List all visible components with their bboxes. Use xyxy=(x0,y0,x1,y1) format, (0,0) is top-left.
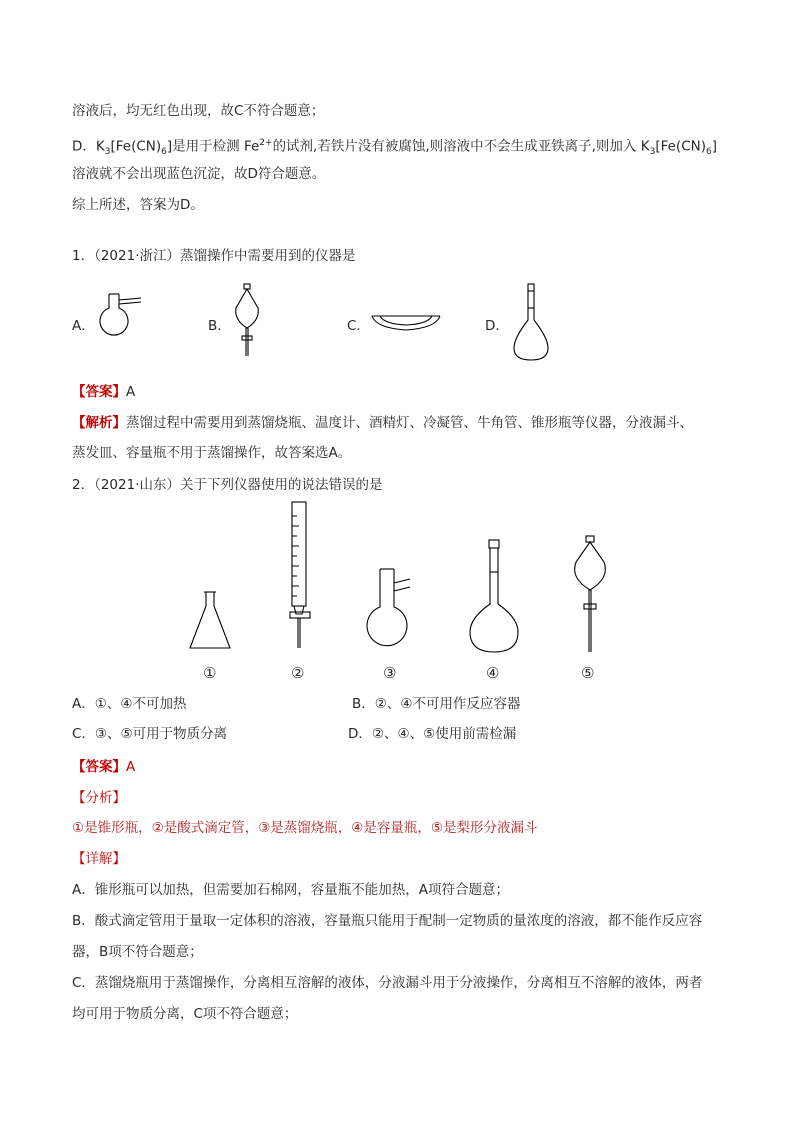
option-c: C．③、⑤可用于物质分离 xyxy=(72,726,228,742)
option-c-label: C． xyxy=(347,318,370,334)
detail-line: C．蒸馏烧瓶用于蒸馏操作，分离相互溶解的液体，分液漏斗用于分液操作，分离相互不溶解的液体，两者 xyxy=(72,975,703,991)
volumetric-flask-icon xyxy=(510,282,554,364)
detail-line: 均可用于物质分离，C项不符合题意； xyxy=(72,1006,298,1022)
answer-tag: 【答案】 xyxy=(72,759,126,775)
option-b: B．②、④不可用作反应容器 xyxy=(352,696,521,712)
instrument-number: ③ xyxy=(383,664,397,682)
option-d-label: D． xyxy=(485,318,509,334)
option-b-label: B． xyxy=(208,318,231,334)
answer-value: A xyxy=(126,384,136,400)
separatory-funnel-icon xyxy=(230,282,266,362)
answer-line xyxy=(72,382,135,402)
detail-line: B．酸式滴定管用于量取一定体积的溶液，容量瓶只能用于配制一定物质的量浓度的溶液，都不能作反应容 xyxy=(72,913,703,929)
distillation-flask-icon xyxy=(95,290,145,360)
analysis-line: 【解析】蒸馏过程中需要用到蒸馏烧瓶、温度计、酒精灯、冷凝管、牛角管、锥形瓶等仪器，分液漏斗、 xyxy=(72,415,693,431)
volumetric-flask-icon xyxy=(466,538,522,658)
text-line: 溶液后，均无红色出现，故C不符合题意； xyxy=(72,103,325,119)
separatory-funnel-icon xyxy=(568,534,612,662)
question-stem: 1．（2021·浙江）蒸馏操作中需要用到的仪器是 xyxy=(72,248,356,264)
analysis-text: ①是锥形瓶，②是酸式滴定管，③是蒸馏烧瓶，④是容量瓶，⑤是梨形分液漏斗 xyxy=(72,820,538,836)
evaporating-dish-icon xyxy=(370,310,442,334)
distillation-flask-icon xyxy=(366,565,416,659)
detail-line: A．锥形瓶可以加热，但需要加石棉网，容量瓶不能加热，A项符合题意； xyxy=(72,882,509,898)
text-line: 综上所述，答案为D。 xyxy=(72,197,204,213)
burette-icon xyxy=(280,498,320,658)
text-line: 蒸发皿、容量瓶不用于蒸馏操作，故答案选A。 xyxy=(72,445,352,461)
option-a-label: A． xyxy=(72,318,95,334)
analysis-tag: 【分析】 xyxy=(72,790,126,806)
option-d: D．②、④、⑤使用前需检漏 xyxy=(348,726,517,742)
answer-value: A xyxy=(126,759,136,775)
option-a: A．①、④不可加热 xyxy=(72,696,187,712)
detail-tag: 【详解】 xyxy=(72,851,126,867)
question-stem: 2．（2021·山东）关于下列仪器使用的说法错误的是 xyxy=(72,477,383,493)
text-line: D．$K_3[Fe(CN)_6]$是用于检测 $Fe^{2+}$的试剂,若铁片没有被腐蚀,则溶液中不会生成亚铁离子,则加入 $K_3[Fe(CN)_6]$ xyxy=(72,138,718,158)
instrument-number: ① xyxy=(203,664,217,682)
instrument-number: ④ xyxy=(486,664,500,682)
conical-flask-icon xyxy=(186,588,234,654)
instrument-number: ② xyxy=(291,664,305,682)
detail-line: 器，B项不符合题意； xyxy=(72,944,203,960)
answer-tag: 【答案】 xyxy=(72,384,126,400)
answer-line xyxy=(72,757,135,777)
analysis-tag: 【解析】 xyxy=(72,415,126,431)
text-line: 溶液就不会出现蓝色沉淀，故D符合题意。 xyxy=(72,166,326,182)
instrument-number: ⑤ xyxy=(581,664,595,682)
